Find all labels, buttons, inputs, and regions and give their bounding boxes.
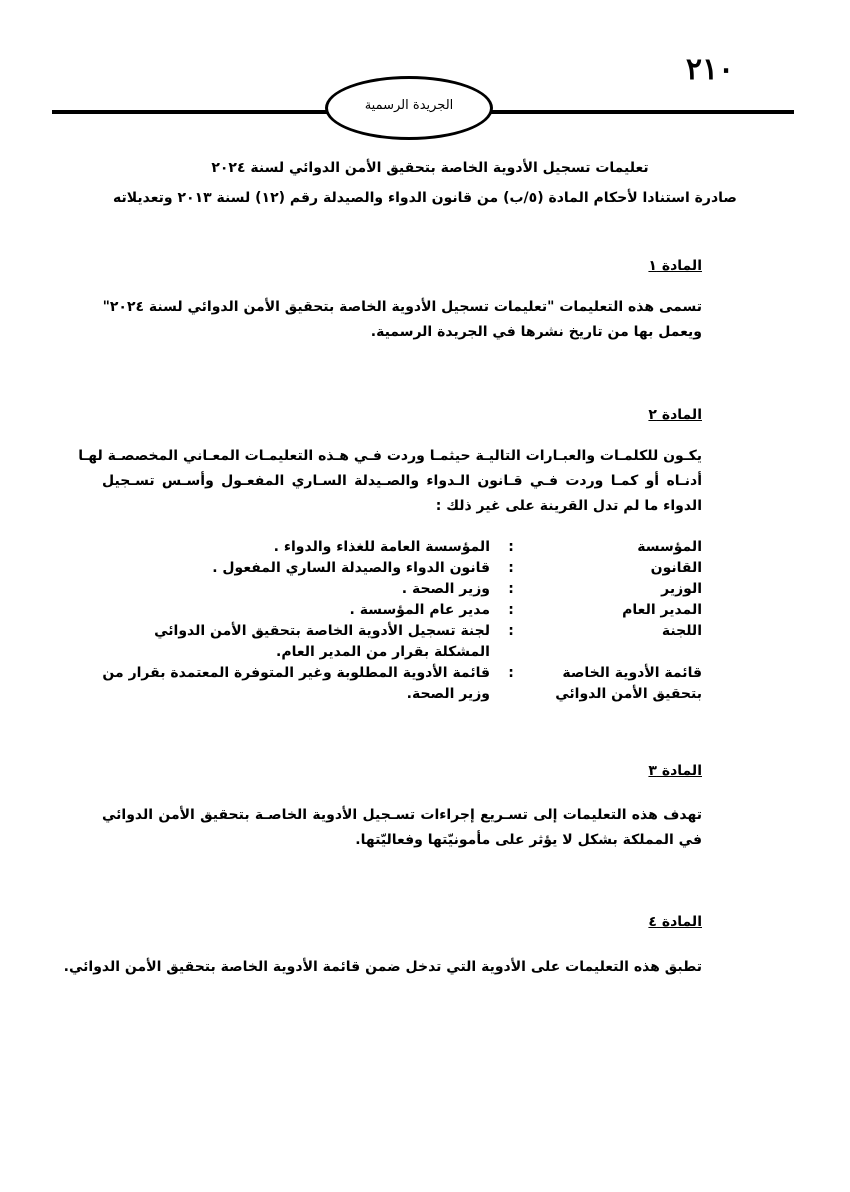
article-1-line: ويعمل بها من تاريخ نشرها في الجريدة الرسمية. <box>370 324 702 340</box>
definition-term: قائمة الأدوية الخاصة بتحقيق الأمن الدوائي <box>555 665 702 702</box>
article-4-body <box>63 955 702 980</box>
article-3-heading: المادة ٣ <box>648 763 702 779</box>
page-number: ٢١٠ <box>685 52 735 87</box>
definition-colon: : <box>508 665 514 681</box>
definition-row <box>102 537 702 558</box>
article-1-line: تسمى هذه التعليمات "تعليمات تسجيل الأدوية الخاصة بتحقيق الأمن الدوائي لسنة ٢٠٢٤" <box>102 299 702 315</box>
gazette-name: الجريدة الرسمية <box>364 98 454 113</box>
definition-meaning: لجنة تسجيل الأدوية الخاصة بتحقيق الأمن الدوائي المشكلة بقرار من المدير العام. <box>154 623 490 660</box>
article-1-body <box>102 295 702 345</box>
definition-row <box>102 579 702 600</box>
definition-term: الوزير <box>661 581 702 597</box>
definitions-table <box>102 537 702 705</box>
definition-colon: : <box>508 581 514 597</box>
title-line-1: تعليمات تسجيل الأدوية الخاصة بتحقيق الأمن الدوائي لسنة ٢٠٢٤ <box>211 160 649 176</box>
article-2-heading: المادة ٢ <box>648 407 702 423</box>
article-3-line: في المملكة بشكل لا يؤثر على مأمونيّتها وفعاليّتها. <box>355 832 702 848</box>
definition-meaning: مدير عام المؤسسة . <box>349 602 490 618</box>
article-3-line: تهدف هذه التعليمات إلى تسـريع إجراءات تسـجيل الأدوية الخاصـة بتحقيق الأمن الدوائي <box>102 807 702 823</box>
definition-term: القانون <box>650 560 702 576</box>
document-title <box>0 160 850 176</box>
gazette-header-oval <box>325 76 493 140</box>
definition-term: المؤسسة <box>637 539 702 555</box>
definition-colon: : <box>508 602 514 618</box>
article-2-body <box>78 444 702 519</box>
definition-meaning: قائمة الأدوية المطلوبة وغير المتوفرة المعتمدة بقرار من وزير الصحة. <box>102 665 490 702</box>
definition-row <box>102 558 702 579</box>
definition-meaning: وزير الصحة . <box>401 581 490 597</box>
definition-term: المدير العام <box>622 602 702 618</box>
article-3-body <box>102 803 702 853</box>
article-2-line: أدنـاه أو كمـا وردت فـي قـانون الـدواء والصـيدلة السـاري المفعـول وأسـس تسـجيل <box>102 473 702 489</box>
definition-row <box>102 663 702 705</box>
article-1-heading: المادة ١ <box>648 258 702 274</box>
definition-colon: : <box>508 623 514 639</box>
definition-meaning: المؤسسة العامة للغذاء والدواء . <box>273 539 490 555</box>
definition-row <box>102 600 702 621</box>
article-4-heading: المادة ٤ <box>648 914 702 930</box>
article-2-line: الدواء ما لم تدل القرينة على غير ذلك : <box>435 498 702 514</box>
article-2-line: يكـون للكلمـات والعبـارات التاليـة حيثمـا وردت فـي هـذه التعليمـات المعـاني المخصصـة لهـا <box>78 448 702 464</box>
definition-term: اللجنة <box>661 623 702 639</box>
definition-colon: : <box>508 560 514 576</box>
article-4-line: تطبق هذه التعليمات على الأدوية التي تدخل ضمن قائمة الأدوية الخاصة بتحقيق الأمن الدوائي. <box>63 959 702 975</box>
document-subtitle <box>0 190 850 206</box>
definition-meaning: قانون الدواء والصيدلة الساري المفعول . <box>212 560 490 576</box>
title-line-2: صادرة استنادا لأحكام المادة (٥/ب) من قانون الدواء والصيدلة رقم (١٢) لسنة ٢٠١٣ وتعديلاته <box>113 190 737 206</box>
definition-row <box>102 621 702 663</box>
definition-colon: : <box>508 539 514 555</box>
